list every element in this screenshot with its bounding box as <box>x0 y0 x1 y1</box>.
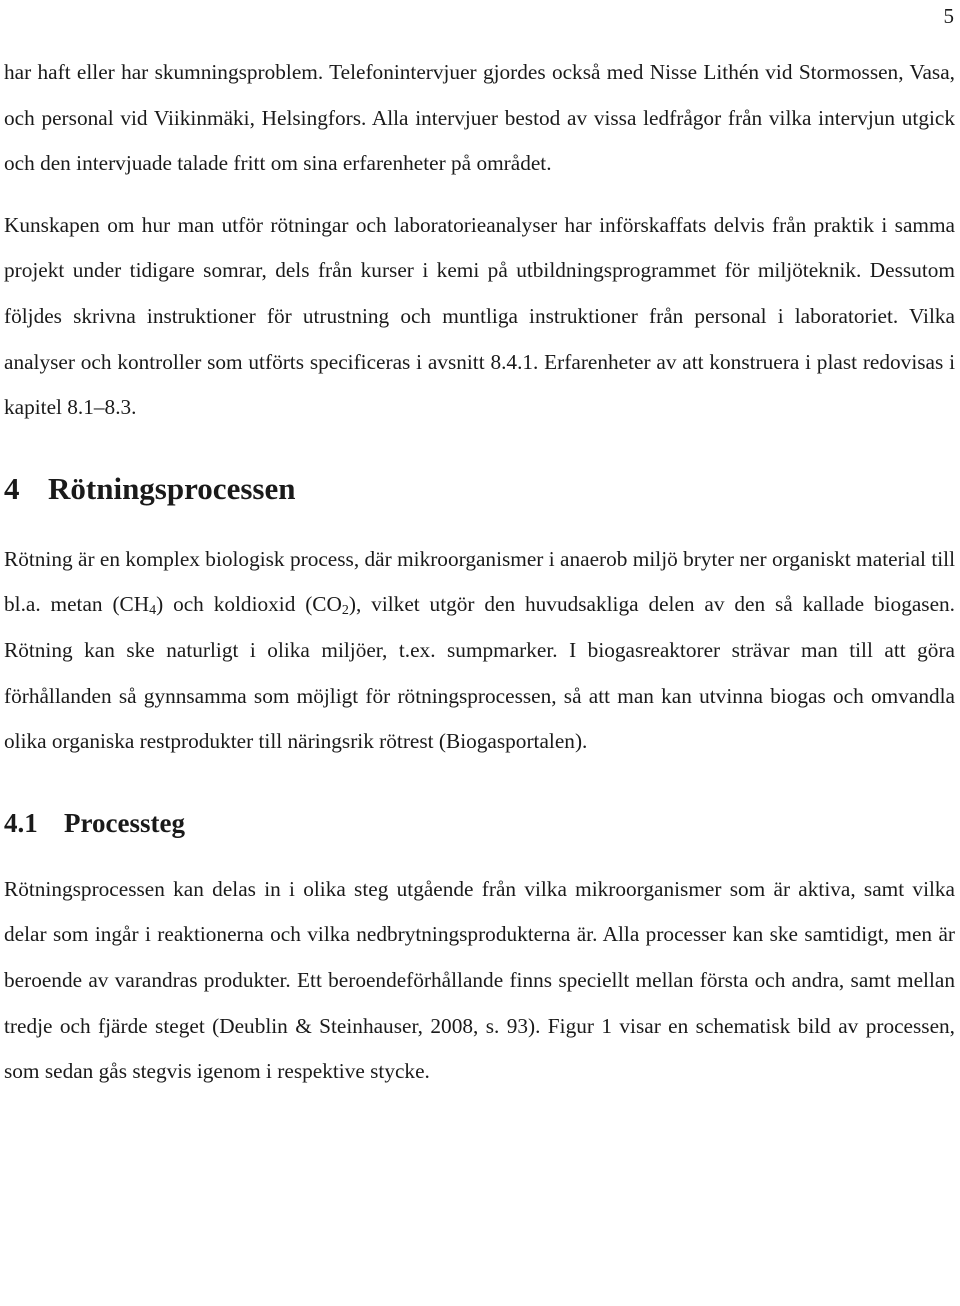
intro-paragraph-2: Kunskapen om hur man utför rötningar och laboratorieanalyser har införskaffats delvis från praktik i samma projekt under tidigare somrar, dels från kurser i kemi på utbildningsprogrammet för miljöteknik. Dessutom följdes skrivna instruktioner för utrustning och muntliga instruktioner från personal i laboratoriet. Vilka analyser och kontroller som utförts specificeras i avsnitt 8.4.1. Erfarenheter av att konstruera i plast redovisas i kapitel 8.1–8.3. <box>4 212 955 420</box>
section-4-1-paragraph: Rötningsprocessen kan delas in i olika steg utgående från vilka mikroorganismer som är aktiva, samt vilka delar som ingår i reaktionerna och vilka nedbrytningsprodukterna är. Alla processer kan ske samtidigt, men är beroende av varandras produkter. Ett beroendeförhållande finns speciellt mellan första och andra, samt mellan tredje och fjärde steget (Deublin & Steinhauser, 2008, s. 93). Figur 1 visar en schematisk bild av processen, som sedan gås stegvis igenom i respektive stycke. <box>4 876 955 1084</box>
subscript: 4 <box>149 603 157 619</box>
section-heading-4 <box>4 469 955 509</box>
subsection-title: Processteg <box>64 807 185 838</box>
paragraph-text-part: ) och koldioxid (CO <box>156 592 342 617</box>
intro-paragraph-1: har haft eller har skumningsproblem. Telefonintervjuer gjordes också med Nisse Lithén vid Stormossen, Vasa, och personal vid Viikinmäki, Helsingfors. Alla intervjuer bestod av vissa ledfrågor från vilka intervjun utgick och den intervjuade talade fritt om sina erfarenheter på området. <box>4 60 955 176</box>
subsection-number: 4.1 <box>4 807 38 838</box>
section-number: 4 <box>4 470 20 506</box>
document-body <box>4 50 955 1095</box>
paragraph-text-part: Rötning är en komplex biologisk process, där mikroorganismer i anaerob miljö bryter ner organiskt material till bl.a. metan (CH <box>4 546 955 617</box>
paragraph-text-part: ), vilket utgör den huvudsakliga delen av den så kallade biogasen. Rötning kan ske naturligt i olika miljöer, t.ex. sumpmarker. I biogasreaktorer strävar man till att göra förhållanden så gynnsamma som möjligt för rötningsprocessen, så att man kan utvinna biogas och omvandla olika organiska restprodukter till näringsrik rötrest (Biogasportalen). <box>4 592 956 754</box>
section-title: Rötningsprocessen <box>48 470 296 506</box>
subscript: 2 <box>341 603 349 619</box>
page-number: 5 <box>943 4 954 28</box>
section-heading-4-1 <box>4 805 955 841</box>
section-4-paragraph <box>4 537 955 765</box>
